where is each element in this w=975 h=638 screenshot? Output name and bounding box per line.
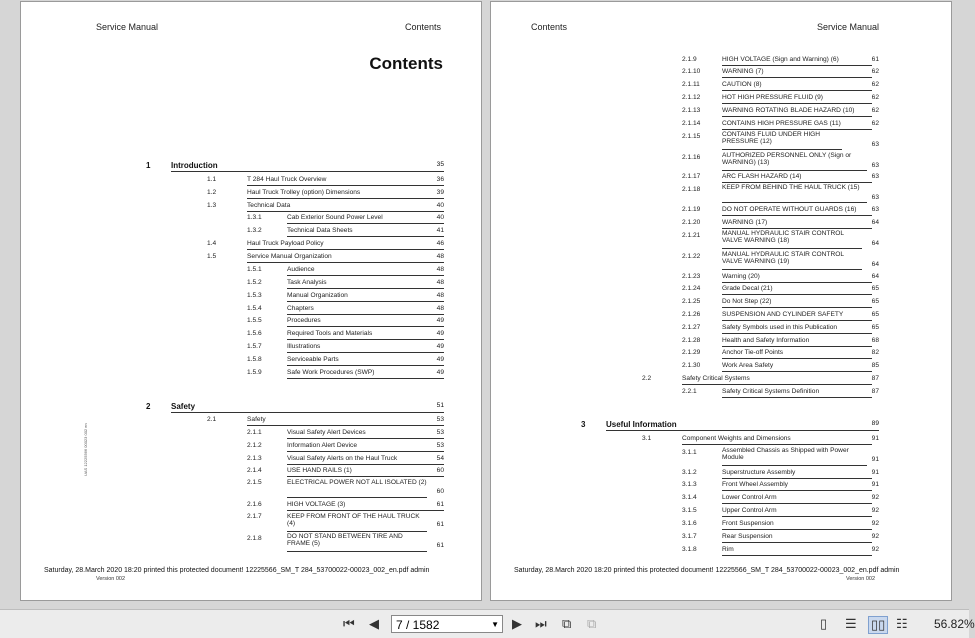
toc-entry[interactable] bbox=[682, 481, 879, 491]
toc-entry[interactable] bbox=[682, 362, 879, 372]
toc-entry-title: USE HAND RAILS (1) bbox=[287, 467, 444, 477]
toc-entry[interactable] bbox=[207, 416, 444, 426]
first-page-icon[interactable]: ⏮ bbox=[343, 616, 355, 631]
toc-entry[interactable] bbox=[682, 219, 879, 229]
margin-note: UAS 12225566 00023 002 en bbox=[83, 423, 88, 476]
toc-entry-title: Rim bbox=[722, 546, 872, 556]
toc-entry[interactable] bbox=[682, 469, 879, 479]
toc-entry[interactable] bbox=[682, 107, 879, 117]
toc-entry-number: 3.1.6 bbox=[682, 520, 697, 527]
toc-entry[interactable] bbox=[247, 356, 444, 366]
toc-entry-number: 1.5 bbox=[207, 253, 217, 260]
toc-entry-title: Information Alert Device bbox=[287, 442, 444, 452]
toc-entry-title: MANUAL HYDRAULIC STAIR CONTROL VALVE WARNING (19) bbox=[722, 251, 862, 270]
toc-entry[interactable] bbox=[247, 330, 444, 340]
toc-entry-page: 64 bbox=[871, 261, 879, 268]
toc-entry-page: 62 bbox=[871, 81, 879, 88]
toc-entry-title: Visual Safety Alert Devices bbox=[287, 429, 444, 439]
toc-entry[interactable] bbox=[247, 442, 444, 452]
toc-entry-title: Safety bbox=[247, 416, 444, 426]
toc-entry[interactable] bbox=[682, 230, 879, 249]
viewer-toolbar bbox=[0, 609, 975, 638]
toc-entry[interactable] bbox=[247, 533, 444, 552]
toc-entry-number: 3.1.1 bbox=[682, 449, 697, 456]
toc-entry-page: 61 bbox=[436, 542, 444, 549]
toc-entry-page: 91 bbox=[871, 435, 879, 442]
toc-entry[interactable] bbox=[682, 494, 879, 504]
toc-entry-title: Serviceable Parts bbox=[287, 356, 444, 366]
toc-entry-page: 60 bbox=[436, 467, 444, 474]
toc-entry-page: 46 bbox=[436, 240, 444, 247]
toc-section-page: 35 bbox=[436, 161, 444, 168]
toc-entry-title: CAUTION (8) bbox=[722, 81, 872, 91]
toc-entry-title: Safety Symbols used in this Publication bbox=[722, 324, 872, 334]
toc-entry-page: 63 bbox=[871, 141, 879, 148]
toc-entry[interactable] bbox=[247, 227, 444, 237]
toc-entry[interactable] bbox=[247, 317, 444, 327]
toc-entry[interactable] bbox=[642, 375, 879, 385]
toc-entry-page: 62 bbox=[871, 68, 879, 75]
toc-entry-number: 1.2 bbox=[207, 189, 217, 196]
toc-entry-title: Technical Data bbox=[247, 202, 444, 212]
toc-entry-number: 1.4 bbox=[207, 240, 217, 247]
toc-section-title: Introduction bbox=[171, 161, 444, 172]
toc-entry-title: Anchor Tie-off Points bbox=[722, 349, 872, 359]
toc-entry-title: Audience bbox=[287, 266, 444, 276]
page-title: Contents bbox=[369, 54, 443, 73]
toc-entry-title: MANUAL HYDRAULIC STAIR CONTROL VALVE WARNING (18) bbox=[722, 230, 862, 249]
toc-entry[interactable] bbox=[682, 56, 879, 66]
toc-entry-title: DO NOT OPERATE WITHOUT GUARDS (16) bbox=[722, 206, 872, 216]
toc-entry-number: 2.1.7 bbox=[247, 513, 262, 520]
toc-entry-number: 2.1.19 bbox=[682, 206, 701, 213]
toc-entry-number: 2.1.26 bbox=[682, 311, 701, 318]
toc-entry-page: 49 bbox=[436, 343, 444, 350]
toc-entry-title: CONTAINS FLUID UNDER HIGH PRESSURE (12) bbox=[722, 131, 842, 150]
toc-entry-page: 49 bbox=[436, 369, 444, 376]
toc-entry[interactable] bbox=[682, 298, 879, 308]
toc-entry-number: 1.5.6 bbox=[247, 330, 262, 337]
toc-entry-page: 48 bbox=[436, 292, 444, 299]
toc-entry[interactable] bbox=[642, 435, 879, 445]
toc-entry[interactable] bbox=[682, 206, 879, 216]
toc-entry-number: 3.1.5 bbox=[682, 507, 697, 514]
toc-entry-page: 91 bbox=[871, 481, 879, 488]
toc-entry[interactable] bbox=[682, 152, 879, 171]
toc-entry-page: 63 bbox=[871, 162, 879, 169]
toc-entry-page: 54 bbox=[436, 455, 444, 462]
toc-entry-page: 63 bbox=[871, 173, 879, 180]
toc-entry-title: WARNING (7) bbox=[722, 68, 872, 78]
toc-entry-page: 64 bbox=[871, 273, 879, 280]
toc-entry-number: 1.3 bbox=[207, 202, 217, 209]
toc-entry-title: Technical Data Sheets bbox=[287, 227, 444, 237]
toc-entry-page: 41 bbox=[436, 227, 444, 234]
toc-entry-title: Work Area Safety bbox=[722, 362, 872, 372]
toc-entry-page: 53 bbox=[436, 429, 444, 436]
toc-entry-title: Assembled Chassis as Shipped with Power Module bbox=[722, 447, 867, 466]
toc-entry-number: 2.1.28 bbox=[682, 337, 701, 344]
toc-entry[interactable] bbox=[682, 131, 879, 150]
toc-section-number: 3 bbox=[581, 420, 586, 429]
toc-entry-title: Service Manual Organization bbox=[247, 253, 444, 263]
toc-entry-page: 87 bbox=[871, 388, 879, 395]
toc-entry-title: Cab Exterior Sound Power Level bbox=[287, 214, 444, 224]
toc-entry[interactable] bbox=[682, 447, 879, 466]
toc-entry-number: 1.3.2 bbox=[247, 227, 262, 234]
toc-section-row[interactable] bbox=[581, 420, 879, 431]
toc-entry-title: Warning (20) bbox=[722, 273, 872, 283]
toc-entry-page: 61 bbox=[436, 521, 444, 528]
toc-entry[interactable] bbox=[682, 273, 879, 283]
toc-entry-title: Chapters bbox=[287, 305, 444, 315]
version-label: Version 002 bbox=[96, 576, 126, 582]
continuous-view-icon[interactable]: ☰ bbox=[845, 616, 857, 631]
toc-entry-title: KEEP FROM FRONT OF THE HAUL TRUCK (4) bbox=[287, 513, 427, 532]
toc-section-page: 89 bbox=[871, 420, 879, 427]
toc-entry[interactable] bbox=[247, 214, 444, 224]
toc-entry-number: 2.1.22 bbox=[682, 253, 701, 260]
toc-entry-page: 62 bbox=[871, 94, 879, 101]
toc-entry[interactable] bbox=[682, 173, 879, 183]
toc-entry-title: CONTAINS HIGH PRESSURE GAS (11) bbox=[722, 120, 872, 130]
toc-entry-page: 39 bbox=[436, 189, 444, 196]
toc-entry-number: 2.1.10 bbox=[682, 68, 701, 75]
toc-entry-title: HIGH VOLTAGE (3) bbox=[287, 501, 444, 511]
toc-entry-title: Manual Organization bbox=[287, 292, 444, 302]
toc-entry-page: 61 bbox=[436, 501, 444, 508]
toc-entry-page: 85 bbox=[871, 362, 879, 369]
zoom-level[interactable]: 56.82% bbox=[934, 617, 975, 631]
toc-entry-number: 1.5.9 bbox=[247, 369, 262, 376]
toc-entry-number: 1.5.1 bbox=[247, 266, 262, 273]
toc-entry-title: WARNING (17) bbox=[722, 219, 872, 229]
toc-entry-page: 36 bbox=[436, 176, 444, 183]
toc-entry-page: 92 bbox=[871, 520, 879, 527]
two-page-view-icon[interactable]: ▯▯ bbox=[868, 616, 888, 634]
toc-entry-number: 2.1.15 bbox=[682, 133, 701, 140]
paste-icon[interactable]: ⧉ bbox=[587, 616, 597, 631]
toc-entry[interactable] bbox=[682, 94, 879, 104]
last-page-icon[interactable]: ⏭ bbox=[535, 616, 547, 631]
toc-entry[interactable] bbox=[682, 184, 879, 203]
toc-entry[interactable] bbox=[247, 292, 444, 302]
toc-entry[interactable] bbox=[247, 455, 444, 465]
toc-entry-page: 60 bbox=[436, 488, 444, 495]
toc-entry-page: 62 bbox=[871, 120, 879, 127]
toc-entry[interactable] bbox=[247, 279, 444, 289]
toc-section-number: 1 bbox=[146, 161, 151, 170]
toc-entry-number: 2.1.25 bbox=[682, 298, 701, 305]
toc-entry[interactable] bbox=[682, 68, 879, 78]
toc-entry-title: Upper Control Arm bbox=[722, 507, 872, 517]
toc-entry-page: 48 bbox=[436, 279, 444, 286]
toc-entry-page: 91 bbox=[871, 456, 879, 463]
toc-entry-title: ELECTRICAL POWER NOT ALL ISOLATED (2) bbox=[287, 479, 427, 498]
toc-entry-title: Superstructure Assembly bbox=[722, 469, 872, 479]
toc-entry[interactable] bbox=[682, 520, 879, 530]
toc-entry-number: 3.1.8 bbox=[682, 546, 697, 553]
toc-section-row[interactable] bbox=[146, 161, 444, 172]
toc-entry-number: 2.1.18 bbox=[682, 186, 701, 193]
page-number-field[interactable] bbox=[391, 615, 503, 633]
toc-section-page: 51 bbox=[436, 402, 444, 409]
toc-entry[interactable] bbox=[682, 388, 879, 398]
toc-entry[interactable] bbox=[207, 240, 444, 250]
toc-entry-title: Haul Truck Trolley (option) Dimensions bbox=[247, 189, 444, 199]
toc-entry-title: Rear Suspension bbox=[722, 533, 872, 543]
pdf-page-right bbox=[490, 1, 952, 601]
toc-entry-title: Grade Decal (21) bbox=[722, 285, 872, 295]
toc-entry-page: 40 bbox=[436, 214, 444, 221]
toc-entry-number: 1.3.1 bbox=[247, 214, 262, 221]
toc-entry-number: 2.1.5 bbox=[247, 479, 262, 486]
toc-section-title: Useful Information bbox=[606, 420, 879, 431]
toc-entry-page: 53 bbox=[436, 416, 444, 423]
copy-icon[interactable]: ⧉ bbox=[562, 616, 572, 631]
running-header-left: Contents bbox=[531, 22, 568, 32]
toc-entry-page: 40 bbox=[436, 202, 444, 209]
toc-entry-title: KEEP FROM BEHIND THE HAUL TRUCK (15) bbox=[722, 184, 867, 203]
print-footer: Saturday, 28.March 2020 18:20 printed this protected document! 12225566_SM_T 284_53700022-00023_002_en.pdf admin bbox=[44, 567, 430, 574]
toc-entry-title: Safe Work Procedures (SWP) bbox=[287, 369, 444, 379]
toc-entry-number: 2.2 bbox=[642, 375, 652, 382]
toc-entry-number: 1.5.5 bbox=[247, 317, 262, 324]
toc-entry-number: 3.1 bbox=[642, 435, 652, 442]
toc-entry[interactable] bbox=[682, 120, 879, 130]
toc-entry-number: 2.2.1 bbox=[682, 388, 697, 395]
toc-entry-page: 49 bbox=[436, 330, 444, 337]
toc-entry-title: Component Weights and Dimensions bbox=[682, 435, 872, 445]
running-header-right: Contents bbox=[404, 22, 441, 32]
version-label: Version 002 bbox=[846, 576, 876, 582]
toc-entry-title: Lower Control Arm bbox=[722, 494, 872, 504]
toc-entry[interactable] bbox=[682, 507, 879, 517]
toc-entry[interactable] bbox=[682, 324, 879, 334]
toc-entry[interactable] bbox=[247, 343, 444, 353]
toc-entry-title: Illustrations bbox=[287, 343, 444, 353]
toc-entry[interactable] bbox=[247, 429, 444, 439]
toc-entry-number: 1.5.7 bbox=[247, 343, 262, 350]
toc-entry-number: 2.1.24 bbox=[682, 285, 701, 292]
toc-entry-number: 3.1.7 bbox=[682, 533, 697, 540]
toc-entry-page: 64 bbox=[871, 240, 879, 247]
toc-entry-title: Required Tools and Materials bbox=[287, 330, 444, 340]
single-page-view-icon[interactable]: ▯ bbox=[820, 616, 828, 631]
toc-entry-page: 48 bbox=[436, 305, 444, 312]
toc-entry[interactable] bbox=[207, 253, 444, 263]
toc-entry-number: 1.1 bbox=[207, 176, 217, 183]
toc-entry-number: 1.5.2 bbox=[247, 279, 262, 286]
toc-entry-title: T 284 Haul Truck Overview bbox=[247, 176, 444, 186]
toc-entry-title: DO NOT STAND BETWEEN TIRE AND FRAME (5) bbox=[287, 533, 427, 552]
toc-entry-page: 49 bbox=[436, 317, 444, 324]
toc-entry-title: Visual Safety Alerts on the Haul Truck bbox=[287, 455, 444, 465]
toc-entry-page: 48 bbox=[436, 266, 444, 273]
toc-entry-number: 1.5.3 bbox=[247, 292, 262, 299]
toc-entry[interactable] bbox=[682, 81, 879, 91]
toc-entry-number: 2.1.6 bbox=[247, 501, 262, 508]
print-footer: Saturday, 28.March 2020 18:20 printed this protected document! 12225566_SM_T 284_53700022-00023_002_en.pdf admin bbox=[514, 567, 900, 574]
toc-entry-number: 2.1.21 bbox=[682, 232, 701, 239]
toc-entry[interactable] bbox=[247, 501, 444, 511]
toc-entry[interactable] bbox=[682, 337, 879, 347]
toc-entry-title: WARNING ROTATING BLADE HAZARD (10) bbox=[722, 107, 872, 117]
toc-entry-page: 63 bbox=[871, 194, 879, 201]
toc-entry-page: 53 bbox=[436, 442, 444, 449]
toc-entry-number: 2.1.23 bbox=[682, 273, 701, 280]
toc-entry-number: 2.1.9 bbox=[682, 56, 697, 63]
toc-entry-number: 2.1.27 bbox=[682, 324, 701, 331]
toc-entry-number: 2.1 bbox=[207, 416, 217, 423]
next-page-icon[interactable]: ▶ bbox=[512, 616, 522, 631]
toc-entry-page: 65 bbox=[871, 285, 879, 292]
toc-entry[interactable] bbox=[682, 349, 879, 359]
toc-entry-page: 68 bbox=[871, 337, 879, 344]
toc-entry-number: 3.1.2 bbox=[682, 469, 697, 476]
toc-entry-title: ARC FLASH HAZARD (14) bbox=[722, 173, 872, 183]
two-page-continuous-view-icon[interactable]: ☷ bbox=[896, 616, 908, 631]
toc-entry-title: Front Wheel Assembly bbox=[722, 481, 872, 491]
toc-entry-page: 48 bbox=[436, 253, 444, 260]
toc-entry-title: Safety Critical Systems Definition bbox=[722, 388, 872, 398]
toc-entry-page: 64 bbox=[871, 219, 879, 226]
toc-entry[interactable] bbox=[682, 285, 879, 295]
toc-entry-number: 2.1.13 bbox=[682, 107, 701, 114]
toc-entry[interactable] bbox=[682, 311, 879, 321]
toc-entry-number: 2.1.1 bbox=[247, 429, 262, 436]
toc-entry-number: 2.1.2 bbox=[247, 442, 262, 449]
toc-entry-number: 1.5.4 bbox=[247, 305, 262, 312]
toc-entry-number: 2.1.3 bbox=[247, 455, 262, 462]
toc-entry-page: 92 bbox=[871, 546, 879, 553]
toc-entry-title: Do Not Step (22) bbox=[722, 298, 872, 308]
toc-entry-title: Haul Truck Payload Policy bbox=[247, 240, 444, 250]
page-indicator: 7 / 1582 bbox=[396, 618, 440, 632]
running-header-left: Service Manual bbox=[96, 22, 159, 32]
toc-entry-number: 2.1.11 bbox=[682, 81, 700, 88]
toc-entry[interactable] bbox=[247, 479, 444, 498]
toc-entry-title: AUTHORIZED PERSONNEL ONLY (Sign or WARNING) (13) bbox=[722, 152, 867, 171]
toc-entry-page: 63 bbox=[871, 206, 879, 213]
toc-entry-page: 61 bbox=[871, 56, 879, 63]
toc-entry-page: 92 bbox=[871, 533, 879, 540]
toc-entry[interactable] bbox=[682, 533, 879, 543]
toc-entry-title: Front Suspension bbox=[722, 520, 872, 530]
toc-entry[interactable] bbox=[682, 251, 879, 270]
toc-entry-page: 92 bbox=[871, 507, 879, 514]
toc-entry-title: Health and Safety Information bbox=[722, 337, 872, 347]
previous-page-icon[interactable]: ◀ bbox=[369, 616, 379, 631]
toc-entry[interactable] bbox=[247, 266, 444, 276]
toc-entry-number: 2.1.16 bbox=[682, 154, 701, 161]
toc-section-number: 2 bbox=[146, 402, 151, 411]
toc-entry[interactable] bbox=[207, 189, 444, 199]
toc-entry[interactable] bbox=[207, 176, 444, 186]
toc-entry-title: Procedures bbox=[287, 317, 444, 327]
toc-entry-number: 2.1.29 bbox=[682, 349, 701, 356]
toc-entry-title: Task Analysis bbox=[287, 279, 444, 289]
toc-entry-number: 2.1.12 bbox=[682, 94, 701, 101]
toc-entry-title: HOT HIGH PRESSURE FLUID (9) bbox=[722, 94, 872, 104]
toc-entry-page: 91 bbox=[871, 469, 879, 476]
toc-entry[interactable] bbox=[247, 369, 444, 379]
toc-entry[interactable] bbox=[247, 467, 444, 477]
toc-entry-number: 2.1.17 bbox=[682, 173, 701, 180]
toc-entry-number: 3.1.4 bbox=[682, 494, 697, 501]
toc-section-row[interactable] bbox=[146, 402, 444, 413]
toc-entry-page: 49 bbox=[436, 356, 444, 363]
toc-entry-number: 1.5.8 bbox=[247, 356, 262, 363]
toc-entry-number: 2.1.4 bbox=[247, 467, 262, 474]
toc-entry[interactable] bbox=[247, 305, 444, 315]
toc-entry-page: 65 bbox=[871, 311, 879, 318]
toc-entry-number: 3.1.3 bbox=[682, 481, 697, 488]
toc-entry-title: HIGH VOLTAGE (Sign and Warning) (6) bbox=[722, 56, 872, 66]
toc-entry-number: 2.1.14 bbox=[682, 120, 701, 127]
toc-entry-number: 2.1.8 bbox=[247, 535, 262, 542]
toc-entry[interactable] bbox=[682, 546, 879, 556]
toc-entry-number: 2.1.30 bbox=[682, 362, 701, 369]
chevron-down-icon[interactable]: ▼ bbox=[491, 620, 499, 629]
toc-entry-page: 65 bbox=[871, 324, 879, 331]
toc-entry[interactable] bbox=[207, 202, 444, 212]
toc-entry-page: 62 bbox=[871, 107, 879, 114]
toc-section-title: Safety bbox=[171, 402, 444, 413]
toc-entry[interactable] bbox=[247, 513, 444, 532]
toc-entry-number: 2.1.20 bbox=[682, 219, 701, 226]
toc-entry-page: 82 bbox=[871, 349, 879, 356]
toc-entry-title: SUSPENSION AND CYLINDER SAFETY bbox=[722, 311, 872, 321]
running-header-right: Service Manual bbox=[816, 22, 879, 32]
pdf-page-left bbox=[20, 1, 482, 601]
toc-entry-page: 87 bbox=[871, 375, 879, 382]
toc-entry-page: 92 bbox=[871, 494, 879, 501]
toc-entry-page: 65 bbox=[871, 298, 879, 305]
toc-entry-title: Safety Critical Systems bbox=[682, 375, 872, 385]
